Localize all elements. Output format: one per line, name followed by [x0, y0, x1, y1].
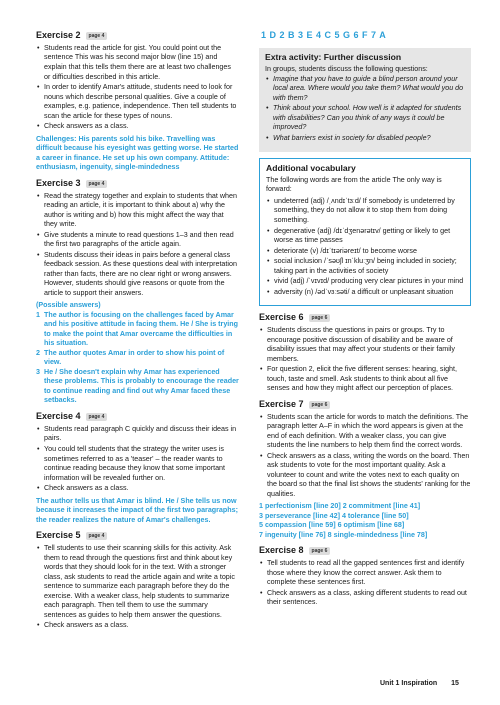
exercise-8-bullets [259, 559, 471, 608]
vocabulary-title: Additional vocabulary [266, 162, 356, 173]
exercise-4-heading [36, 411, 239, 423]
answer-number: 1 [36, 310, 40, 319]
bullet-item: • Tell students to read all the gapped sentences first and identify those where they know the correct answer. Ask them to complete these sentences first. [259, 559, 471, 588]
exercise-6-bullets [259, 326, 471, 394]
exercise-4-title: Exercise 4 [36, 410, 81, 421]
exercise-7-section [259, 399, 471, 541]
extra-activity-intro: In groups, students discuss the following questions: [265, 65, 428, 74]
exercise-7-title: Exercise 7 [259, 398, 304, 409]
answer-text: The author is focusing on the challenges faced by Amar and his positive attitude in facing them. He / She is trying to make the point that Amar overcame the difficulties in his situation. [44, 310, 239, 348]
exercise-3-section [36, 178, 239, 406]
vocabulary-item: • adversity (n) /ədˈvɜːsəti/ a difficult or unpleasant situation [266, 288, 464, 298]
exercise-4-bullets [36, 425, 239, 494]
page-badge: page 4 [86, 532, 108, 540]
page-badge: page 6 [309, 547, 331, 555]
exercise-7-bullets [259, 413, 471, 500]
page-badge: page 4 [86, 32, 108, 40]
exercise-5-section [36, 530, 239, 631]
exercise-3-title: Exercise 3 [36, 177, 81, 188]
answer-line: 5 compassion [line 59] 6 optimism [line 68] [259, 521, 405, 530]
exercise-5-heading [36, 530, 239, 542]
bullet-item: • Check answers as a class, asking different students to read out their sentences. [259, 589, 471, 608]
bullet-item: • Students discuss their ideas in pairs before a general class feedback session. As these questions deal with interpretation rather than facts, there are no clear right or wrong answers. However, students should give reasons or quote from the article to support their answers. [36, 251, 239, 299]
answer-number: 3 [36, 367, 40, 376]
exercise-4-answer: The author tells us that Amar is blind. He / She tells us now because it increases the impact of the first two paragraphs; the reader realizes the nature of Amar's challenges. [36, 496, 238, 524]
bullet-item: • You could tell students that the strategy the writer uses is sometimes referred to as a 'teaser' – the reader wants to continue reading because they know that some important information will be revealed further on. [36, 445, 239, 483]
exercise-6-section [259, 312, 471, 394]
exercise-6-heading [259, 312, 471, 324]
exercise-4-section [36, 411, 239, 525]
extra-activity-questions [265, 75, 465, 144]
bullet-item: • Students read paragraph C quickly and discuss their ideas in pairs. [36, 425, 239, 444]
vocabulary-list [266, 197, 464, 297]
exercise-2-heading [36, 30, 239, 42]
exercise-3-bullets [36, 192, 239, 299]
exercise-8-title: Exercise 8 [259, 545, 304, 556]
bullet-item: • Check answers as a class. [36, 621, 239, 631]
extra-activity-title: Extra activity: Further discussion [265, 51, 402, 62]
bullet-item: • Students scan the article for words to match the definitions. The paragraph letter A–F in which the word appears is given at the end of each definition. With a weaker class, you can give students the line numbers to help them find the correct words. [259, 413, 471, 451]
right-column [259, 30, 471, 613]
exercise-2-answer: Challenges: His parents sold his bike. Travelling was difficult because his eyesight was getting worse. He started a career in finance. He set up his own company. Attitude: enthusiasm, ingenuity, single-mindedness [36, 134, 239, 172]
vocabulary-item: • undeterred (adj) /ˌʌndɪˈtɜːd/ If somebody is undeterred by something, they do not allow it to stop them from doing something. [266, 197, 464, 226]
bullet-item: • Students read the article for gist. You could point out the sentence This was his second major blow (line 15) and explain that this tells them there are at least two challenges or difficulties described in this article. [36, 44, 239, 82]
answer-line: 1 perfectionism [line 20] 2 commitment [line 41] [259, 502, 421, 511]
vocabulary-item: • vivid (adj) /ˈvɪvɪd/ producing very clear pictures in your mind [266, 277, 464, 287]
page-badge: page 6 [309, 314, 331, 322]
bullet-item: • Students discuss the questions in pairs or groups. Try to encourage positive discussion of disability and be aware of disability issues that may affect your students or their family members. [259, 326, 471, 364]
left-column [36, 30, 239, 636]
exercise-3-answers [36, 311, 239, 406]
additional-vocabulary-box [259, 158, 471, 307]
page-badge: page 4 [86, 180, 108, 188]
exercise-5-title: Exercise 5 [36, 530, 81, 541]
answer-item [36, 368, 239, 406]
answer-item [36, 349, 239, 368]
bullet-item: • Tell students to use their scanning skills for this activity. Ask them to read through the questions first and think about key words that they should look for in the text. With a stronger class, ask students to read the article again and write a topic sentence to summarize each paragraph before they do the exercise. With a weaker class, help students to summarize each paragraph. Then tell them to use the summary sentences as guides to help them answer the questions. [36, 544, 239, 620]
discussion-question: • Imagine that you have to guide a blind person around your local area. Where would you take them? What would you do with them? [265, 75, 465, 104]
exercise-2-section [36, 30, 239, 173]
bullet-item: • Check answers as a class. [36, 122, 239, 132]
discussion-question: • What barriers exist in society for disabled people? [265, 134, 465, 144]
exercise-5-bullets [36, 544, 239, 631]
page-badge: page 4 [86, 413, 108, 421]
page-badge: page 6 [309, 401, 331, 409]
extra-activity-box [259, 48, 471, 152]
vocabulary-intro: The following words are from the article The only way is forward: [266, 175, 442, 194]
bullet-item: • Give students a minute to read questions 1–3 and then read the first two paragraphs of the article again. [36, 231, 239, 250]
answer-text: The author quotes Amar in order to show his point of view. [44, 348, 225, 367]
unit-label: Unit 1 Inspiration [380, 680, 438, 687]
page-footer [380, 679, 459, 688]
exercise-2-bullets [36, 44, 239, 132]
vocabulary-item: • social inclusion /ˈsəʊʃl ɪnˈkluːʒn/ being included in society; taking part in the activities of society [266, 257, 464, 276]
exercise-2-title: Exercise 2 [36, 30, 81, 40]
exercise-3-heading [36, 178, 239, 190]
answer-line: 7 ingenuity [line 76] 8 single-mindedness [line 78] [259, 530, 428, 539]
bullet-item: • For question 2, elicit the five different senses: hearing, sight, touch, taste and smell. Ask students to think about all five senses and how they might affect our perception of places. [259, 365, 471, 394]
exercise-7-heading [259, 399, 471, 411]
answer-item [36, 311, 239, 349]
possible-answers-label: (Possible answers) [36, 301, 101, 310]
answer-text: He / She doesn't explain why Amar has experienced these problems. This is probably to encourage the reader to continue reading and find out why Amar faced these setbacks. [44, 367, 239, 405]
answer-key-exercise-5: 1 D 2 B 3 E 4 C 5 G 6 F 7 A [261, 30, 387, 40]
bullet-item: • Check answers as a class. [36, 484, 239, 494]
page-number: 15 [451, 680, 459, 687]
bullet-item: • Check answers as a class, writing the words on the board. Then ask students to vote for the most important quality. Ask a volunteer to count and write the votes next to each quality on the board so that the final list shows the students' ranking for the qualities. [259, 452, 471, 500]
answer-number: 2 [36, 348, 40, 357]
vocabulary-item: • deteriorate (v) /dɪˈtɪəriəreɪt/ to become worse [266, 247, 464, 257]
exercise-8-section [259, 545, 471, 608]
discussion-question: • Think about your school. How well is it adapted for students with disabilities? Can you think of any ways it could be improved? [265, 104, 465, 133]
answer-line: 3 perseverance [line 42] 4 tolerance [line 50] [259, 511, 409, 520]
exercise-7-answers [259, 502, 471, 540]
vocabulary-item: • degenerative (adj) /dɪˈdʒenərətɪv/ getting or likely to get worse as time passes [266, 227, 464, 246]
exercise-8-heading [259, 545, 471, 557]
bullet-item: • In order to identify Amar's attitude, students need to look for nouns which describe personal qualities. Give a couple of examples, e.g. patience, independence. Then tell students to scan the article for these types of nouns. [36, 83, 239, 121]
exercise-6-title: Exercise 6 [259, 312, 304, 323]
bullet-item: • Read the strategy together and explain to students that when reading an article, it is important to think about a) why the author is writing and b) how this might affect the way that they write. [36, 192, 239, 230]
